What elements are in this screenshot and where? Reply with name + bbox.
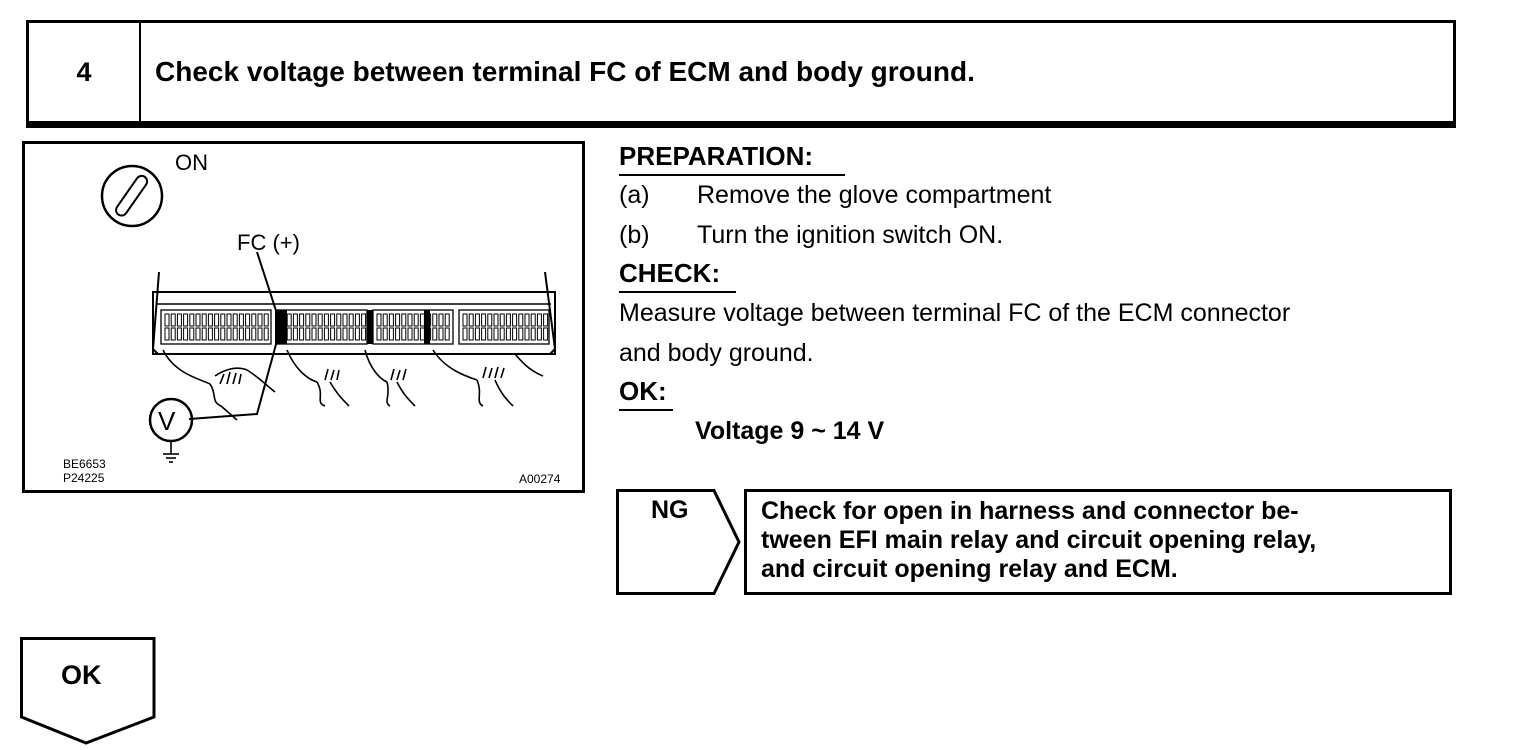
harness-wires-icon (163, 350, 543, 420)
figure-code-bottom: P24225 (63, 471, 105, 485)
ng-action-line-2: tween EFI main relay and circuit opening relay, (761, 526, 1317, 554)
ng-action-line-3: and circuit opening relay and ECM. (761, 555, 1178, 583)
voltmeter-symbol: V (158, 406, 176, 436)
ecm-connector-illustration (25, 144, 582, 490)
step-number: 4 (29, 23, 141, 121)
check-line-1: Measure voltage between terminal FC of the ECM connector (619, 299, 1291, 327)
figure-code-top: BE6653 (63, 457, 106, 471)
preparation-underline (619, 174, 845, 176)
switch-on-label: ON (175, 150, 208, 175)
figure-code-right: A00274 (519, 472, 561, 486)
check-heading: CHECK: (619, 258, 721, 288)
prep-item-b-text: Turn the ignition switch ON. (697, 221, 1004, 249)
ignition-switch-icon (102, 166, 162, 226)
ng-action-box (744, 489, 1452, 595)
prep-item-a-text: Remove the glove compartment (697, 181, 1052, 209)
ok-spec-heading: OK: (619, 376, 667, 406)
preparation-heading: PREPARATION: (619, 141, 814, 171)
ng-action-line-1: Check for open in harness and connector be- (761, 497, 1299, 525)
ground-icon (163, 441, 179, 462)
ng-label: NG (651, 496, 689, 524)
step-header (26, 20, 1456, 124)
ok-flow-label: OK (61, 660, 102, 690)
ok-spec-value: Voltage 9 ~ 14 V (695, 417, 885, 445)
check-underline (619, 291, 736, 293)
ok-arrow-tag (20, 637, 158, 747)
check-line-2: and body ground. (619, 339, 814, 367)
ok-spec-underline (619, 409, 673, 411)
connector-diagram (22, 141, 585, 493)
prep-item-b-marker: (b) (619, 221, 650, 249)
prep-item-a-marker: (a) (619, 181, 650, 209)
ecm-connector-icon (153, 272, 555, 354)
probe-lead (189, 252, 281, 419)
step-title: Check voltage between terminal FC of ECM and body ground. (155, 56, 975, 87)
terminal-fc-label: FC (+) (237, 230, 300, 255)
